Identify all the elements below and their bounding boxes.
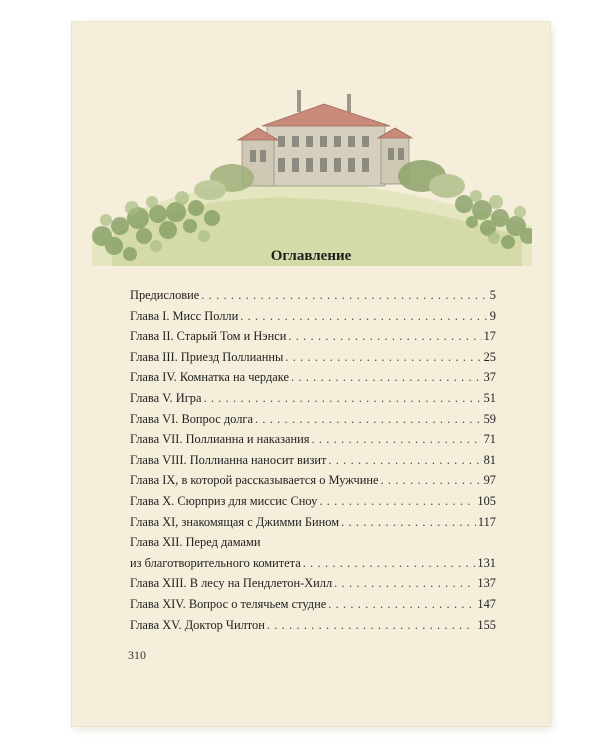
toc-entry[interactable]: [130, 618, 496, 639]
toc-dot-leader: [285, 350, 481, 365]
toc-entry[interactable]: [130, 391, 496, 412]
toc-entry-page: 37: [483, 370, 496, 385]
toc-dot-leader: [380, 473, 481, 488]
toc-dot-leader: [201, 288, 488, 303]
toc-entry-label: Глава XII. Перед дамами: [130, 535, 261, 550]
toc-dot-leader: [288, 329, 481, 344]
toc-dot-leader: [328, 597, 475, 612]
toc-heading: Оглавление: [270, 248, 352, 264]
toc-entry-label: Глава VI. Вопрос долга: [130, 411, 253, 426]
toc-entry-page: 9: [489, 308, 496, 323]
toc-entry[interactable]: [130, 432, 496, 453]
toc-entry-page: 117: [477, 514, 496, 529]
book-page: [72, 22, 550, 726]
toc-entry-page: 147: [477, 596, 496, 611]
toc-entry-label: Глава II. Старый Том и Нэнси: [130, 329, 287, 344]
toc-entry-page: 81: [483, 452, 496, 467]
toc-dot-leader: [319, 494, 475, 509]
toc-entry[interactable]: [130, 576, 496, 597]
toc-entry[interactable]: [130, 597, 496, 618]
toc-entry[interactable]: [130, 412, 496, 433]
toc-entry-label: Глава IX, в которой рассказывается о Мужчине: [130, 473, 379, 488]
toc-dot-leader: [240, 309, 488, 324]
toc-entry-label: Глава X. Сюрприз для миссис Сноу: [130, 493, 318, 508]
toc-dot-leader: [341, 515, 476, 530]
toc-dot-leader: [203, 391, 481, 406]
toc-entry-page: 137: [477, 576, 496, 591]
toc-entry-page: 59: [483, 411, 496, 426]
toc-entry[interactable]: [130, 309, 496, 330]
house-on-hill-illustration: [92, 86, 532, 266]
page-number: 310: [128, 648, 146, 662]
toc-entry-label: Глава IV. Комнатка на чердаке: [130, 370, 289, 385]
table-of-contents: [130, 288, 496, 638]
toc-dot-leader: [291, 370, 482, 385]
toc-entry-page: 155: [477, 617, 496, 632]
toc-entry-page: 51: [483, 390, 496, 405]
toc-entry[interactable]: [130, 473, 496, 494]
toc-dot-leader: [334, 576, 475, 591]
toc-entry-label: Глава XI, знакомящая с Джимми Бином: [130, 514, 340, 529]
toc-entry-label: Глава XIV. Вопрос о телячьем студне: [130, 596, 327, 611]
toc-entry[interactable]: [130, 329, 496, 350]
toc-dot-leader: [267, 618, 476, 633]
toc-entry[interactable]: [130, 350, 496, 371]
toc-entry[interactable]: [130, 556, 496, 577]
toc-entry-label: Глава I. Мисс Полли: [130, 308, 239, 323]
toc-entry-label: Глава XV. Доктор Чилтон: [130, 617, 265, 632]
toc-entry-page: 131: [477, 555, 496, 570]
toc-dot-leader: [311, 432, 481, 447]
house-drawing: [238, 90, 412, 186]
toc-entry-label: Глава V. Игра: [130, 390, 202, 405]
toc-dot-leader: [303, 556, 476, 571]
toc-entry-label: Глава VIII. Поллианна наносит визит: [130, 452, 327, 467]
toc-entry-page: 17: [483, 329, 496, 344]
toc-entry-label: Глава VII. Поллианна и наказания: [130, 432, 310, 447]
toc-dot-leader: [255, 412, 482, 427]
toc-entry[interactable]: [130, 494, 496, 515]
toc-entry-page: 105: [477, 493, 496, 508]
toc-dot-leader: [328, 453, 481, 468]
toc-entry-page: 5: [489, 288, 496, 302]
toc-entry[interactable]: [130, 453, 496, 474]
toc-entry-label: Глава XIII. В лесу на Пендлетон-Хилл: [130, 576, 333, 591]
toc-entry-label: Глава III. Приезд Поллианны: [130, 349, 284, 364]
toc-entry-label: из благотворительного комитета: [130, 555, 301, 570]
toc-entry-page: 71: [483, 432, 496, 447]
toc-entry-page: 25: [483, 349, 496, 364]
toc-entry-first-line[interactable]: [130, 535, 496, 556]
toc-entry-label: Предисловие: [130, 288, 200, 302]
toc-entry[interactable]: [130, 370, 496, 391]
toc-entry-page: 97: [483, 473, 496, 488]
toc-entry[interactable]: [130, 288, 496, 309]
toc-entry[interactable]: [130, 515, 496, 536]
